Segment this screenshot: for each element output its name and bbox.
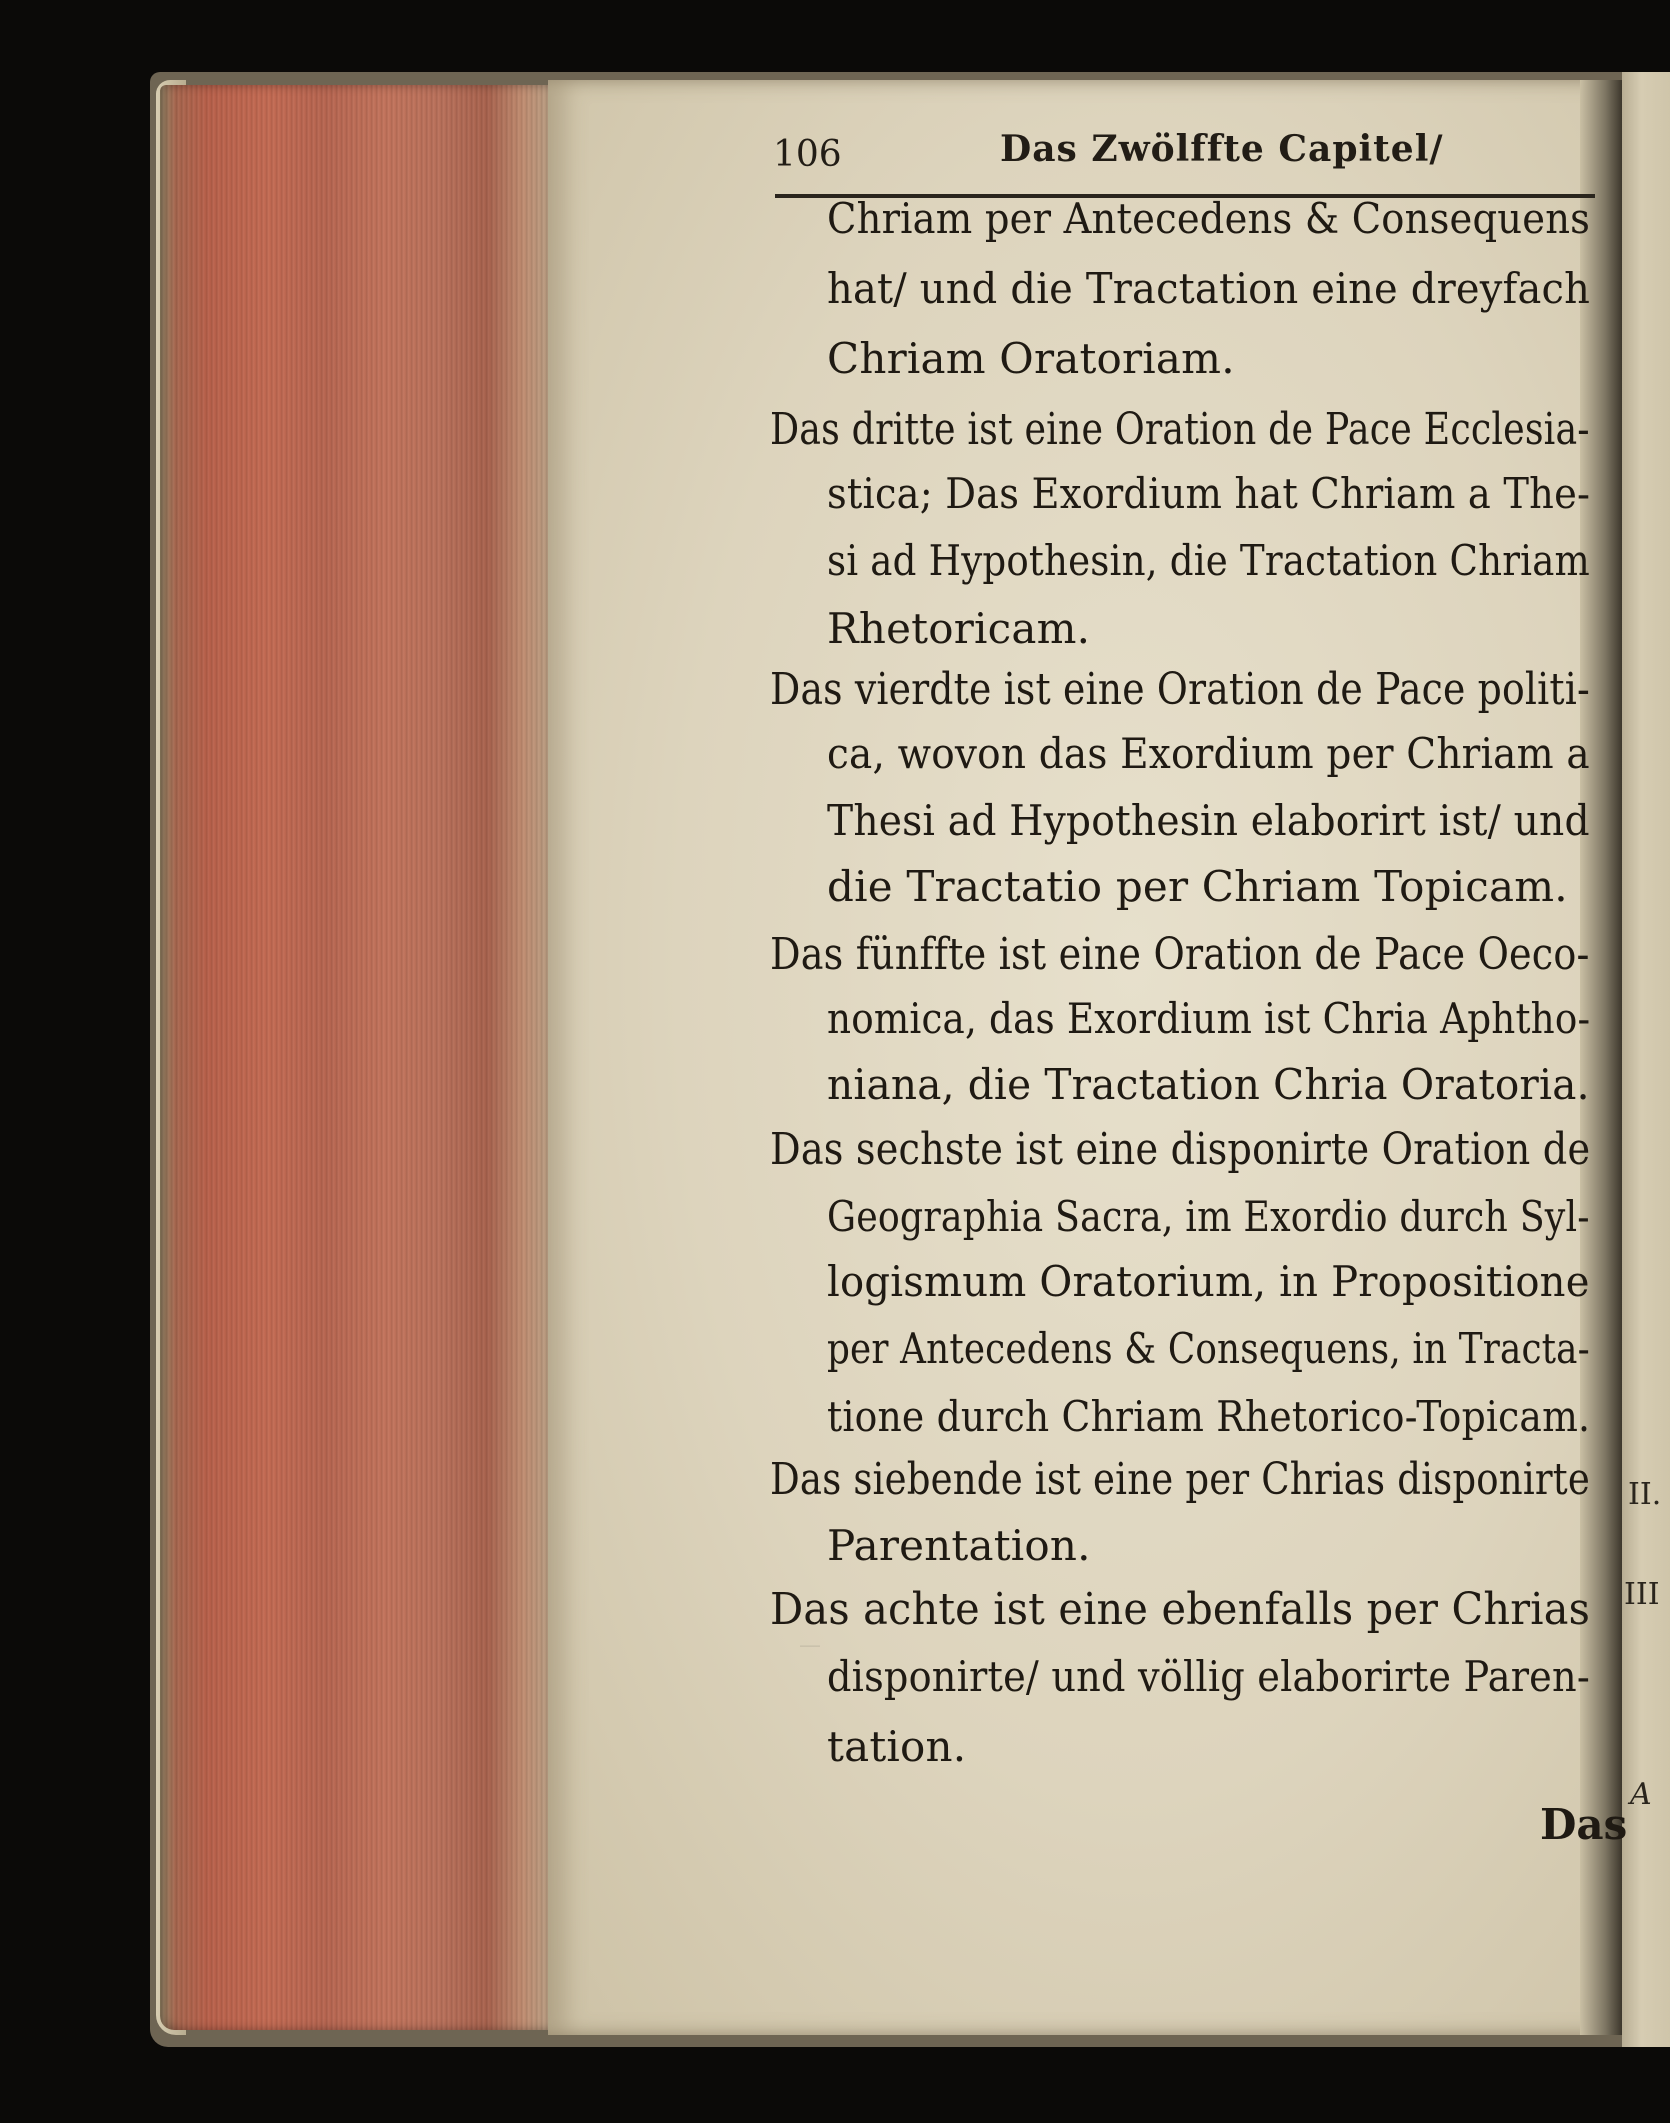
text-line: logismum Oratorium, in Propositione [827, 1257, 1590, 1306]
text-line: nomica, das Exordium ist Chria Aphtho- [827, 994, 1591, 1043]
text-line: Chriam per Antecedens & Consequens [827, 194, 1591, 243]
margin-note-3: A [1630, 1777, 1652, 1812]
text-line: Das vierdte ist eine Oration de Pace politi- [770, 664, 1590, 715]
text-line: Das sechste ist eine disponirte Oration de [770, 1124, 1591, 1175]
text-line: die Tractatio per Chriam Topicam. [827, 862, 1568, 911]
text-line: tation. [827, 1722, 967, 1771]
text-line: Das dritte ist eine Oration de Pace Ecclesia- [770, 404, 1590, 455]
text-line: disponirte/ und völlig elaborirte Paren- [827, 1652, 1590, 1701]
text-line: Rhetoricam. [827, 604, 1091, 653]
text-line: niana, die Tractation Chria Oratoria. [827, 1060, 1590, 1109]
margin-note-2: III [1624, 1577, 1660, 1612]
text-line: hat/ und die Tractation eine dreyfach [827, 264, 1591, 313]
text-line: Thesi ad Hypothesin elaborirt ist/ und [827, 796, 1590, 845]
text-line: ca, wovon das Exordium per Chriam a [827, 729, 1590, 778]
text-line: Das fünffte ist eine Oration de Pace Oeco- [770, 929, 1590, 980]
gutter-shadow [1580, 80, 1622, 2035]
text-line: Parentation. [827, 1521, 1091, 1570]
next-page-edge [1622, 72, 1670, 2047]
text-line: per Antecedens & Consequens, in Tracta- [827, 1324, 1590, 1373]
catchword: Das [1540, 1800, 1628, 1849]
text-line: Das siebende ist eine per Chrias disponirte [770, 1454, 1590, 1505]
text-line: Das achte ist eine ebenfalls per Chrias [770, 1584, 1591, 1635]
text-line: Geographia Sacra, im Exordio durch Syl- [827, 1192, 1590, 1241]
running-title: Das Zwölffte Capitel/ [1000, 128, 1444, 170]
page-number: 106 [773, 134, 842, 175]
text-line: stica; Das Exordium hat Chriam a The- [827, 469, 1591, 518]
text-line: si ad Hypothesin, die Tractation Chriam [827, 536, 1590, 585]
page-edges-red [160, 85, 550, 2030]
text-line: tione durch Chriam Rhetorico-Topicam. [827, 1392, 1591, 1441]
margin-note-1: II. [1628, 1477, 1662, 1512]
text-line: Chriam Oratoriam. [827, 334, 1235, 383]
